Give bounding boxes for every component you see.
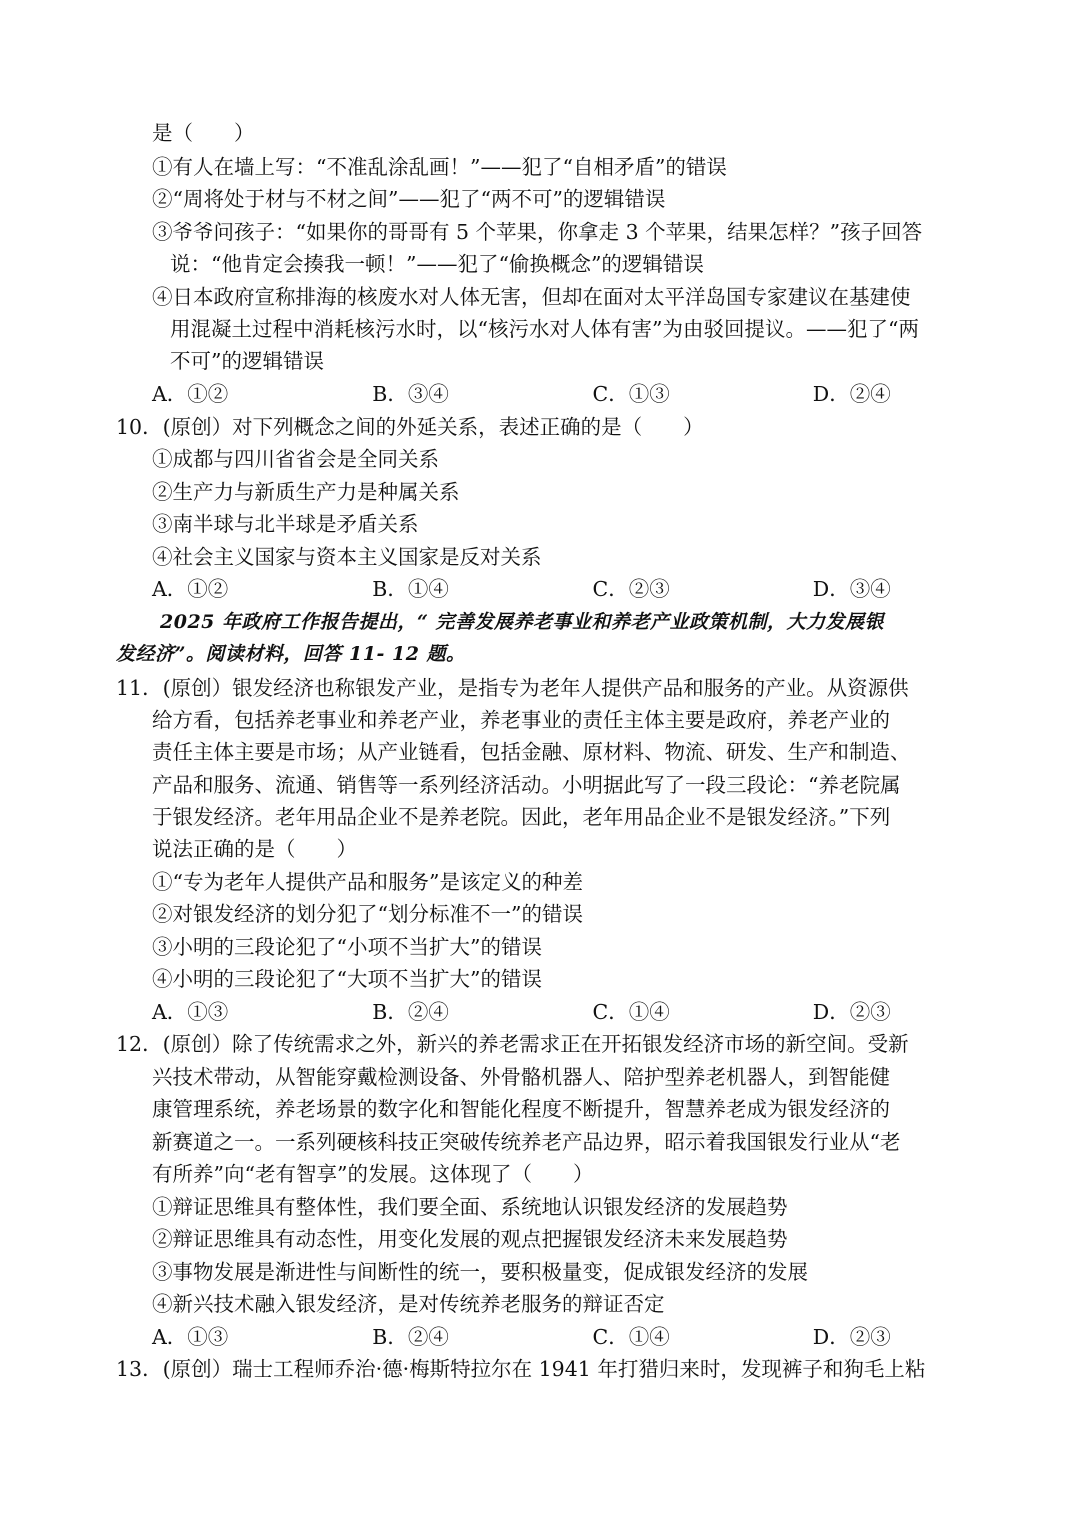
q10-item-4: ④社会主义国家与资本主义国家是反对关系 [152,545,542,569]
q12-stem-5: 有所养”向“老有智享”的发展。这体现了（ ） [152,1162,594,1186]
q9-item-4: ④日本政府宣称排海的核废水对人体无害，但却在面对太平洋岛国专家建议在基建使 [152,285,911,309]
q11-option-a[interactable]: A．①③ [152,1000,229,1024]
q9-item-3-cont: 说：“他肯定会揍我一顿！”——犯了“偷换概念”的逻辑错误 [170,252,704,276]
material-note-line2: 发经济”。阅读材料，回答 11- 12 题。 [116,643,466,665]
q11-item-2: ②对银发经济的划分犯了“划分标准不一”的错误 [152,902,583,926]
q12-option-b[interactable]: B．②④ [372,1325,449,1349]
q9-option-c[interactable]: C．①③ [592,382,670,406]
q12-stem-4: 新赛道之一。一系列硬核科技正突破传统养老产品边界，昭示着我国银发行业从“老 [152,1130,901,1154]
q11-option-d[interactable]: D．②③ [812,1000,891,1024]
q12-stem-3: 康管理系统，养老场景的数字化和智能化程度不断提升，智慧养老成为银发经济的 [152,1097,890,1121]
q11-stem-2: 给方看，包括养老事业和养老产业，养老事业的责任主体主要是政府，养老产业的 [152,708,890,732]
q9-options [152,378,912,410]
q9-item-4-cont: 用混凝土过程中消耗核污水时，以“核污水对人体有害”为由驳回提议。——犯了“两 [170,317,919,341]
q12-option-a[interactable]: A．①③ [152,1325,229,1349]
q9-item-3: ③爷爷问孩子：“如果你的哥哥有 5 个苹果，你拿走 3 个苹果，结果怎样？”孩子回答 [152,220,923,244]
q10-stem: 10．(原创）对下列概念之间的外延关系，表述正确的是（ ） [116,415,704,439]
q9-stem-tail: 是（ ） [152,121,255,145]
q12-option-d[interactable]: D．②③ [812,1325,891,1349]
q10-options [152,573,912,605]
q12-stem-1: 12．(原创）除了传统需求之外，新兴的养老需求正在开拓银发经济市场的新空间。受新 [116,1032,909,1056]
q11-stem-5: 于银发经济。老年用品企业不是养老院。因此，老年用品企业不是银发经济。”下列 [152,805,891,829]
q9-item-4-cont2: 不可”的逻辑错误 [170,349,324,373]
q10-option-c[interactable]: C．②③ [592,577,670,601]
material-note-line1: 2025 年政府工作报告提出，“ 完善发展养老事业和养老产业政策机制，大力发展银 [160,611,885,633]
q12-item-1: ①辩证思维具有整体性，我们要全面、系统地认识银发经济的发展趋势 [152,1195,788,1219]
q10-item-1: ①成都与四川省省会是全同关系 [152,447,439,471]
q10-option-b[interactable]: B．①④ [372,577,449,601]
q9-item-1: ①有人在墙上写：“不准乱涂乱画！”——犯了“自相矛盾”的错误 [152,155,727,179]
q10-option-a[interactable]: A．①② [152,577,229,601]
q11-options [152,996,912,1028]
q11-item-1: ①“专为老年人提供产品和服务”是该定义的种差 [152,870,583,894]
q11-stem-3: 责任主体主要是市场；从产业链看，包括金融、原材料、物流、研发、生产和制造、 [152,740,911,764]
q13-stem: 13．(原创）瑞士工程师乔治·德·梅斯特拉尔在 1941 年打猎归来时，发现裤子和狗毛上粘 [116,1357,926,1381]
q11-option-b[interactable]: B．②④ [372,1000,449,1024]
q12-option-c[interactable]: C．①④ [592,1325,670,1349]
q12-stem-2: 兴技术带动，从智能穿戴检测设备、外骨骼机器人、陪护型养老机器人，到智能健 [152,1065,890,1089]
q11-item-4: ④小明的三段论犯了“大项不当扩大”的错误 [152,967,542,991]
q9-option-d[interactable]: D．②④ [812,382,891,406]
q10-item-2: ②生产力与新质生产力是种属关系 [152,480,460,504]
q11-item-3: ③小明的三段论犯了“小项不当扩大”的错误 [152,935,542,959]
q10-item-3: ③南半球与北半球是矛盾关系 [152,512,419,536]
q9-item-2: ②“周将处于材与不材之间”——犯了“两不可”的逻辑错误 [152,187,666,211]
q11-stem-4: 产品和服务、流通、销售等一系列经济活动。小明据此写了一段三段论：“养老院属 [152,773,901,797]
q11-stem-1: 11．(原创）银发经济也称银发产业，是指专为老年人提供产品和服务的产业。从资源供 [116,676,909,700]
q10-option-d[interactable]: D．③④ [812,577,891,601]
q12-item-4: ④新兴技术融入银发经济，是对传统养老服务的辩证否定 [152,1292,665,1316]
q12-item-2: ②辩证思维具有动态性，用变化发展的观点把握银发经济未来发展趋势 [152,1227,788,1251]
q11-stem-6: 说法正确的是（ ） [152,837,357,861]
q12-item-3: ③事物发展是渐进性与间断性的统一，要积极量变，促成银发经济的发展 [152,1260,808,1284]
q11-option-c[interactable]: C．①④ [592,1000,670,1024]
q9-option-b[interactable]: B．③④ [372,382,449,406]
q9-option-a[interactable]: A．①② [152,382,229,406]
q12-options [152,1321,912,1353]
